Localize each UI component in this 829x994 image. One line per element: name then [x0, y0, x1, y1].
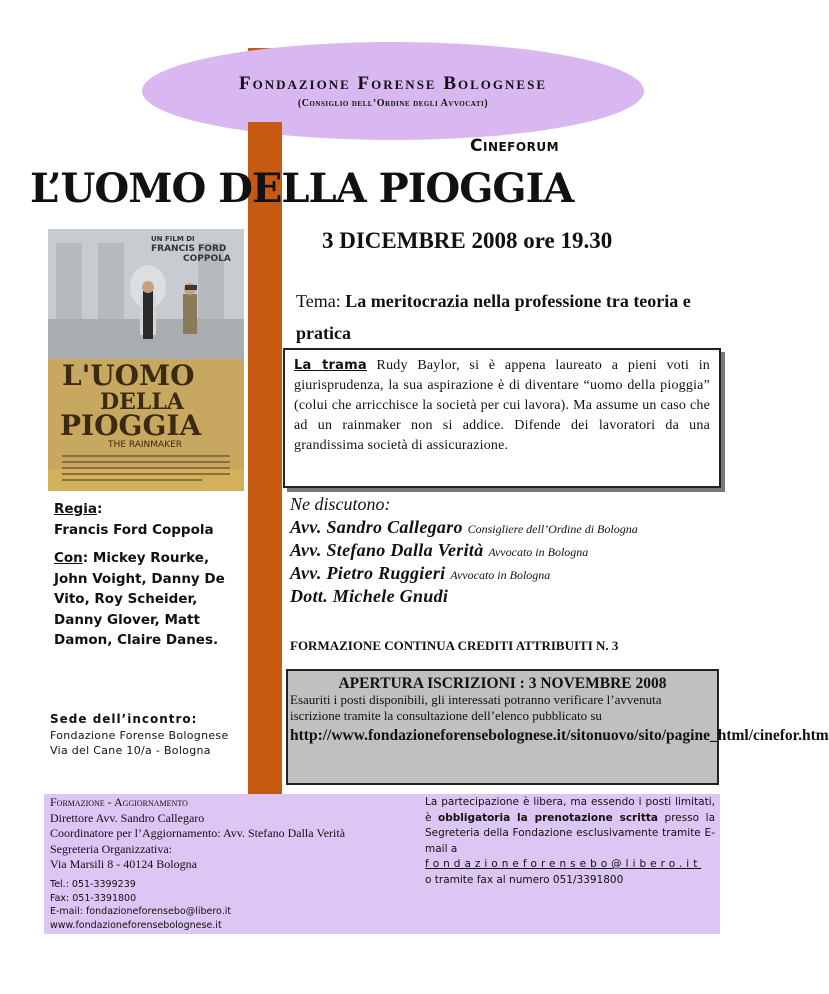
discussant-name: Avv. Sandro Callegaro: [290, 517, 463, 537]
trama-label: La trama: [294, 358, 367, 373]
contact-fax: Fax: 051-3391800: [50, 892, 137, 904]
discussant-role: Consigliere dell’Ordine di Bologna: [467, 522, 638, 536]
regia-value: Francis Ford Coppola: [54, 521, 214, 538]
regia-block: Regia: Francis Ford Coppola: [54, 501, 214, 538]
contact-website[interactable]: www.fondazioneforensebolognese.it: [50, 919, 222, 931]
discussant-row: [290, 563, 760, 584]
registration-link[interactable]: http://www.fondazioneforensebolognese.it/sitonuovo/sito/pagine_html/cinefor.htm: [290, 727, 829, 744]
poster-director-line1: UN FILM DI: [151, 235, 195, 243]
footer-contacts: [50, 878, 231, 932]
poster-title-line1: L'UOMO: [62, 359, 195, 392]
venue-line: Via del Cane 10/a - Bologna: [50, 744, 211, 757]
booking-fax: o tramite fax al numero 051/3391800: [425, 873, 624, 886]
cast-value: Mickey Rourke, John Voight, Danny De Vito, Roy Scheider, Danny Glover, Matt Damon, Claire Danes.: [54, 550, 225, 648]
poster-director-line3: COPPOLA: [183, 254, 231, 264]
discussant-name: Avv. Pietro Ruggieri: [290, 563, 446, 583]
trama-box: [283, 348, 721, 488]
event-date: 3 DICEMBRE 2008 ore 19.30: [322, 228, 613, 253]
booking-bold: obbligatoria la prenotazione scritta: [438, 811, 658, 824]
regia-label: Regia: [54, 501, 97, 517]
discussant-role: Avvocato in Bologna: [450, 568, 551, 582]
discussant-row: [290, 586, 760, 607]
discussant-row: [290, 540, 760, 561]
venue-line: Fondazione Forense Bolognese: [50, 729, 229, 742]
series-label: Cineforum: [470, 136, 560, 156]
discussants-heading: Ne discutono:: [290, 494, 391, 514]
accent-bar: [248, 122, 282, 797]
footer-heading: Formazione - Aggiornamento: [50, 795, 188, 809]
movie-poster: [48, 229, 244, 491]
contact-phone: Tel.: 051-3399239: [50, 879, 136, 890]
footer-line: Segreteria Organizzativa:: [50, 841, 173, 856]
footer-line: Direttore Avv. Sandro Callegaro: [50, 810, 205, 825]
cast-label: Con: [54, 550, 83, 566]
discussant-name: Avv. Stefano Dalla Verità: [290, 540, 484, 560]
venue-heading: Sede dell’incontro:: [50, 712, 198, 726]
booking-text: presso la Segreteria della Fondazione esclusivamente tramite E-mail a: [425, 811, 716, 855]
registration-title: APERTURA ISCRIZIONI : 3 NOVEMBRE 2008: [338, 675, 667, 692]
footer-line: Coordinatore per l’Aggiornamento: Avv. Stefano Dalla Verità: [50, 826, 346, 840]
booking-text: La partecipazione è libera, ma essendo i posti limitati, è: [425, 796, 715, 824]
poster-subtitle: THE RAINMAKER: [108, 440, 183, 450]
footer-left: [50, 795, 410, 873]
discussant-row: [290, 517, 760, 538]
discussant-name: Dott. Michele Gnudi: [290, 586, 449, 606]
footer-line: Via Marsili 8 - 40124 Bologna: [50, 857, 197, 871]
tema-title: La meritocrazia nella professione tra teoria e pratica: [296, 291, 691, 343]
contact-email[interactable]: E-mail: fondazioneforensebo@libero.it: [50, 906, 232, 917]
org-subtitle: (Consiglio dell’Ordine degli Avvocati): [297, 98, 489, 109]
tema-label: Tema:: [296, 291, 341, 311]
film-title: L’UOMO DELLA PIOGGIA: [30, 165, 574, 212]
poster-title-line3: PIOGGIA: [60, 409, 202, 442]
trama-text: Rudy Baylor, si è appena laureato a pieni voti in giurisprudenza, la sua aspirazione è di diventare “uomo della pioggia” (colui che arricchisce la società per cui lavora). Ma assume un caso che ad un rainmaker non si addice. Difende dei lavoratori da una grandissima società di assicurazione.: [294, 358, 710, 453]
booking-email[interactable]: fondazioneforensebo@libero.it: [425, 858, 702, 870]
cast-block: Con: Mickey Rourke, John Voight, Danny De Vito, Roy Scheider, Danny Glover, Matt Damon, Claire Danes.: [54, 550, 225, 648]
discussant-role: Avvocato in Bologna: [488, 545, 589, 559]
footer-right: [425, 795, 715, 888]
registration-text: Esauriti i posti disponibili, gli interessati potranno verificare l’avvenuta iscrizione tramite la consultazione dell’elenco pubblicato su: [290, 692, 662, 723]
org-title: Fondazione Forense Bolognese: [239, 73, 547, 94]
tema: [296, 285, 716, 349]
poster-artwork: [48, 229, 244, 491]
poster-title-line2: DELLA: [100, 389, 184, 415]
poster-director-line2: FRANCIS FORD: [151, 244, 227, 254]
credits-note: FORMAZIONE CONTINUA CREDITI ATTRIBUITI N. 3: [290, 638, 619, 653]
